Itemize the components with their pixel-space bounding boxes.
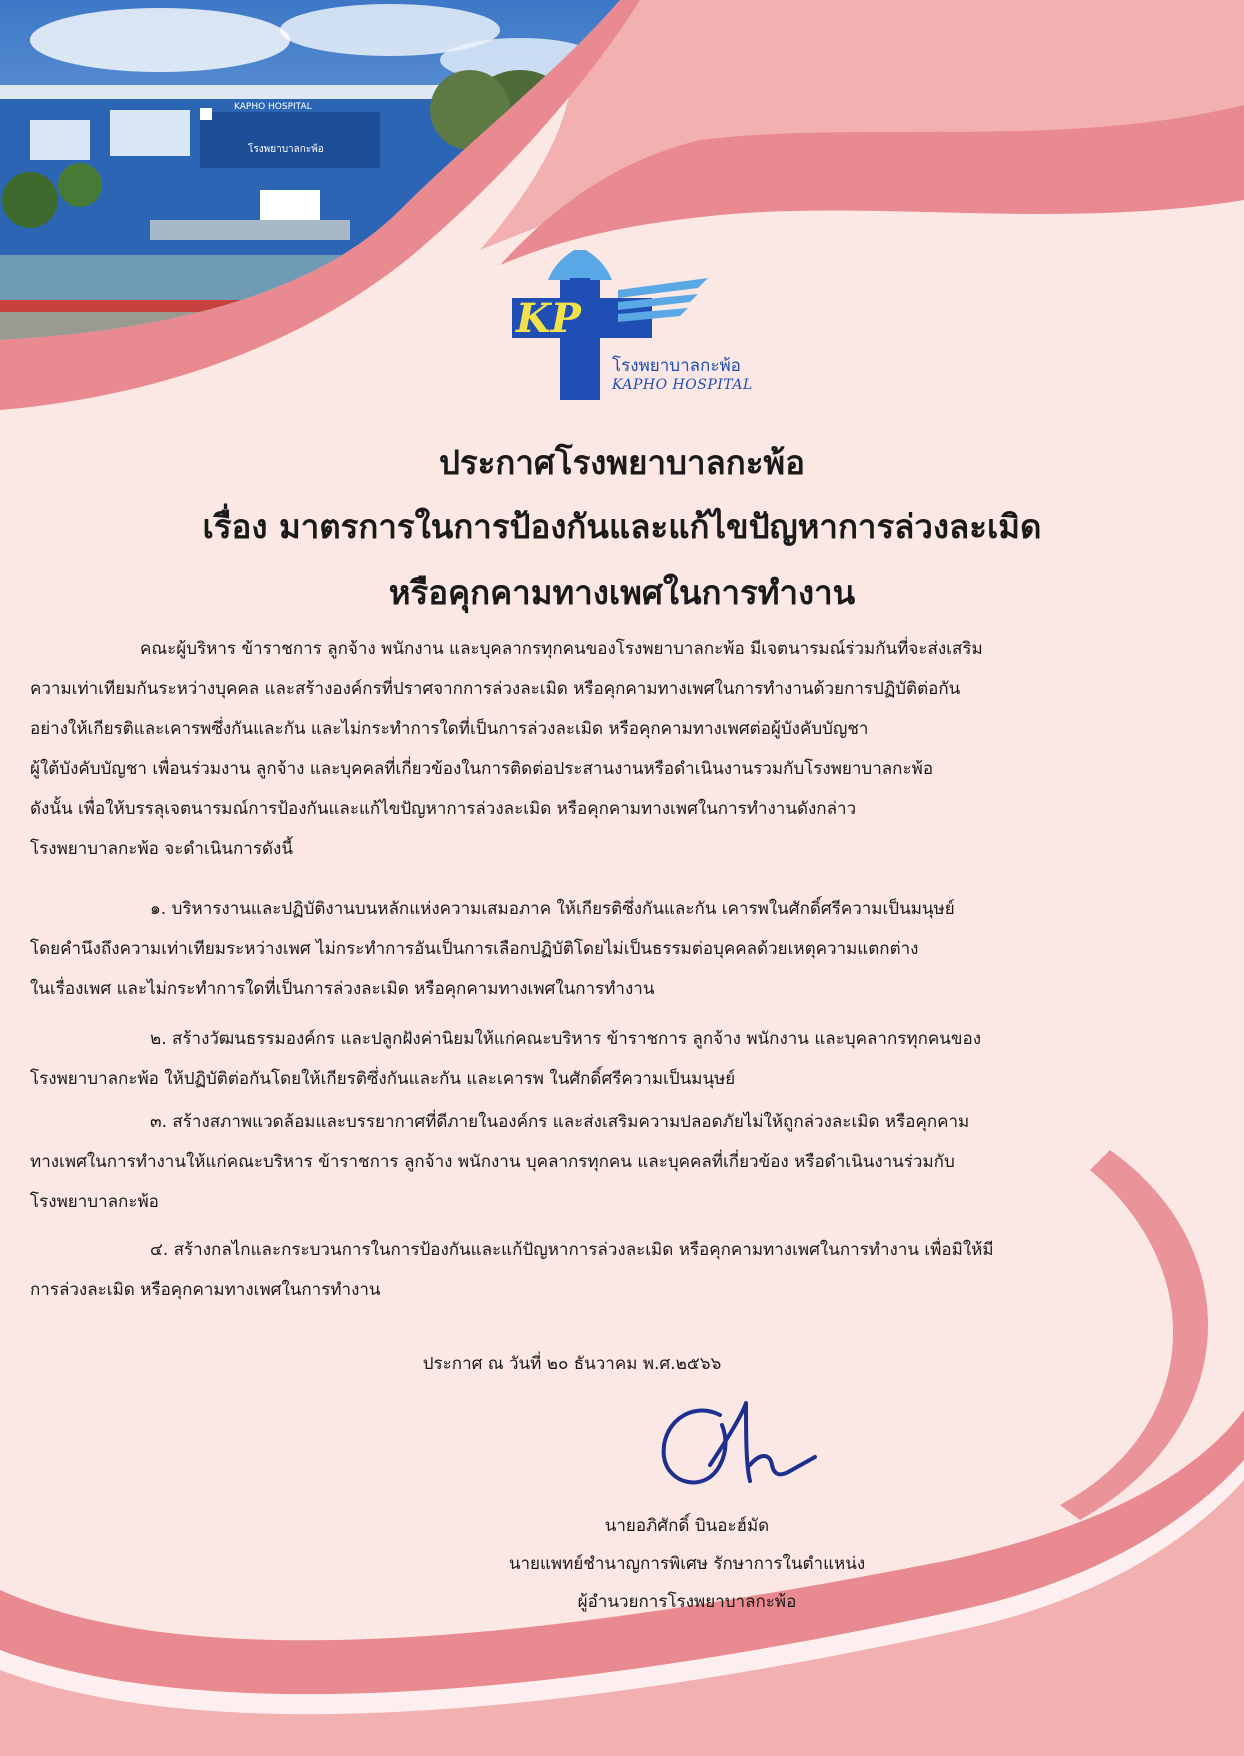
item-4-line-1: ๔. สร้างกลไกและกระบวนการในการป้องกันและแก้ปัญหาการล่วงละเมิด หรือคุกคามทางเพศในการทำงาน เพื่อมิให้มี — [150, 1240, 994, 1260]
item-3-line-2: ทางเพศในการทำงานให้แก่คณะบริหาร ข้าราชการ ลูกจ้าง พนักงาน บุคลากรทุกคน และบุคคลที่เกี่ยวข้อง หรือดำเนินงานร่วมกับ — [30, 1152, 955, 1172]
building-sign-en: KAPHO HOSPITAL — [234, 102, 312, 112]
logo-letters: KP — [516, 295, 581, 342]
building-sign-th: โรงพยาบาลกะพ้อ — [248, 144, 324, 155]
item-3-line-1: ๓. สร้างสภาพแวดล้อมและบรรยากาศที่ดีภายในองค์กร และส่งเสริมความปลอดภัยไม่ให้ถูกล่วงละเมิด หรือคุกคาม — [150, 1112, 970, 1132]
announce-date: ประกาศ ณ วันที่ ๒๐ ธันวาคม พ.ศ.๒๕๖๖ — [422, 1354, 722, 1374]
intro-line-1: คณะผู้บริหาร ข้าราชการ ลูกจ้าง พนักงาน และบุคลากรทุกคนของโรงพยาบาลกะพ้อ มีเจตนารมณ์ร่วมกันที่จะส่งเสริม — [140, 639, 983, 659]
item-1-line-1: ๑. บริหารงานและปฏิบัติงานบนหลักแห่งความเสมอภาค ให้เกียรติซึ่งกันและกัน เคารพในศักดิ์ศรีความเป็นมนุษย์ — [150, 899, 955, 919]
item-3-line-3: โรงพยาบาลกะพ้อ — [30, 1192, 159, 1212]
item-2-line-1: ๒. สร้างวัฒนธรรมองค์กร และปลูกฝังค่านิยมให้แก่คณะบริหาร ข้าราชการ ลูกจ้าง พนักงาน และบุคลากรทุกคนของ — [150, 1029, 982, 1049]
title-line-3: หรือคุกคามทางเพศในการทำงาน — [388, 573, 856, 612]
item-1-line-2: โดยคำนึงถึงความเท่าเทียมระหว่างเพศ ไม่กระทำการอันเป็นการเลือกปฏิบัติโดยไม่เป็นธรรมต่อบุคคลด้วยเหตุความแตกต่าง — [30, 939, 919, 959]
signature — [650, 1395, 830, 1505]
item-1-line-3: ในเรื่องเพศ และไม่กระทำการใดที่เป็นการล่วงละเมิด หรือคุกคามทางเพศในการทำงาน — [30, 979, 655, 999]
intro-line-4: ผู้ใต้บังคับบัญชา เพื่อนร่วมงาน ลูกจ้าง และบุคคลที่เกี่ยวข้องในการติดต่อประสานงานหรือดำเนินงานรวมกับโรงพยาบาลกะพ้อ — [30, 759, 934, 779]
title-line-2: เรื่อง มาตรการในการป้องกันและแก้ไขปัญหาการล่วงละเมิด — [202, 507, 1042, 546]
item-2-line-2: โรงพยาบาลกะพ้อ ให้ปฏิบัติต่อกันโดยให้เกียรติซึ่งกันและกัน และเคารพ ในศักดิ์ศรีความเป็นมนุษย์ — [30, 1069, 736, 1089]
signer-name: นายอภิศักดิ์ บินอะฮ์มัด — [604, 1516, 770, 1536]
intro-line-6: โรงพยาบาลกะพ้อ จะดำเนินการดังนี้ — [30, 839, 293, 859]
title-line-1: ประกาศโรงพยาบาลกะพ้อ — [438, 443, 805, 482]
item-4-line-2: การล่วงละเมิด หรือคุกคามทางเพศในการทำงาน — [30, 1280, 381, 1300]
logo-name-th: โรงพยาบาลกะพ้อ — [612, 356, 741, 376]
intro-line-2: ความเท่าเทียมกันระหว่างบุคคล และสร้างองค์กรที่ปราศจากการล่วงละเมิด หรือคุกคามทางเพศในการทำงานด้วยการปฏิบัติต่อกัน — [30, 679, 961, 699]
signer-title: ผู้อำนวยการโรงพยาบาลกะพ้อ — [577, 1592, 797, 1612]
intro-line-5: ดังนั้น เพื่อให้บรรลุเจตนารมณ์การป้องกันและแก้ไขปัญหาการล่วงละเมิด หรือคุกคามทางเพศในการทำงานดังกล่าว — [30, 799, 857, 819]
signer-position: นายแพทย์ชำนาญการพิเศษ รักษาการในตำแหน่ง — [508, 1554, 866, 1574]
intro-line-3: อย่างให้เกียรติและเคารพซึ่งกันและกัน และไม่กระทำการใดที่เป็นการล่วงละเมิด หรือคุกคามทางเพศต่อผู้บังคับบัญชา — [30, 719, 869, 739]
logo-name-en: KAPHO HOSPITAL — [612, 377, 753, 393]
